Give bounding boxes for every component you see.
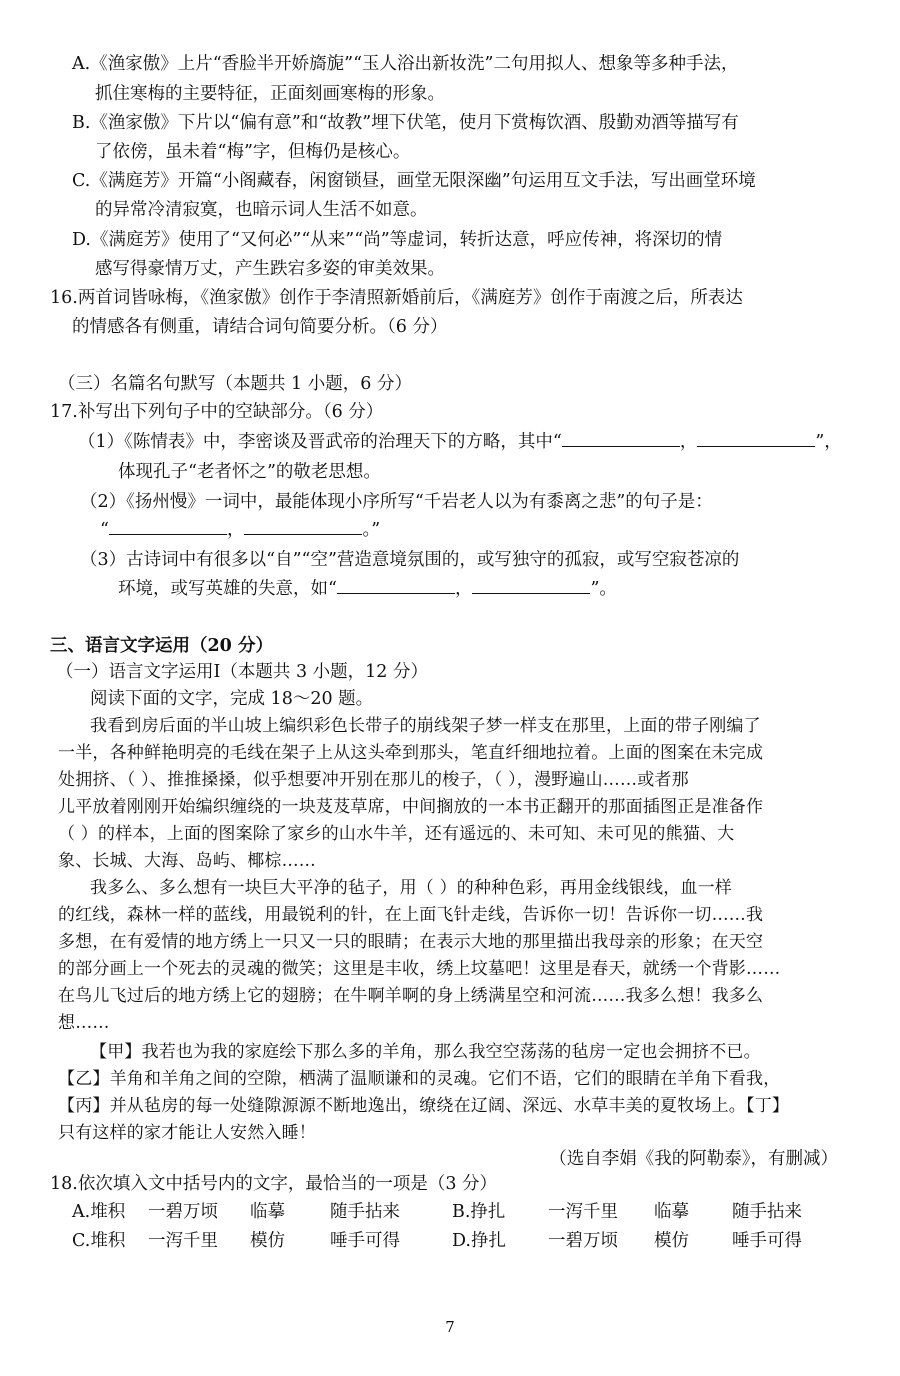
q17-part3-line1: （3）古诗词中有很多以“自”“空”营造意境氛围的，或写独守的孤寂，或写空寂苍凉的: [80, 550, 740, 570]
q15-option-a-line1: A.《渔家傲》上片“香脸半开娇旖旎”“玉人浴出新妆洗”二句用拟人、想象等多种手法，: [72, 54, 739, 74]
passage-p1-line4: 儿平放着刚刚开始编织缠绕的一块芨芨草席，中间搁放的一本书正翻开的那面插图正是准备作: [58, 797, 764, 817]
q16-line1: 16.两首词皆咏梅，《渔家傲》创作于李清照新婚前后，《满庭芳》创作于南渡之后，所表达: [50, 288, 743, 308]
passage-p3-line2: 【乙】羊角和羊角之间的空隙，栖满了温顺谦和的灵魂。它们不语，它们的眼睛在羊角下看我，: [58, 1069, 781, 1089]
q17-p2-open: “: [100, 520, 109, 540]
passage-p1-line3: 处拥挤、（ ）、推推搡搡，似乎想要冲开别在那儿的梭子，（ ），漫野遍山……或者那: [58, 770, 689, 790]
q17-stem: 17.补写出下列句子中的空缺部分。（6 分）: [50, 402, 384, 422]
q17-part1-line1: [78, 430, 842, 454]
q17-p2-close: 。”: [362, 520, 381, 540]
passage-source: （选自李娟《我的阿勒泰》，有删减）: [549, 1149, 838, 1169]
q18-options-row2: [72, 1229, 802, 1253]
q15-option-a-line2: 抓住寒梅的主要特征，正面刻画寒梅的形象。: [95, 84, 445, 104]
q17-p1-text: （1）《陈情表》中，李密谈及晋武帝的治理天下的方略，其中“: [78, 432, 562, 452]
q18-option-d-word4: 唾手可得: [732, 1231, 802, 1251]
passage-p3-line1: 【甲】我若也为我的家庭绘下那么多的羊角，那么我空空荡荡的毡房一定也会拥挤不已。: [90, 1042, 761, 1062]
passage-p2-line2: 的红线，森林一样的蓝线，用最锐利的针，在上面飞针走线，告诉你一切！告诉你一切……我: [58, 905, 764, 925]
q15-option-b-line1: B.《渔家傲》下片以“偏有意”和“故教”埋下伏笔，使月下赏梅饮酒、殷勤劝酒等描写有: [72, 113, 739, 133]
q17-part2-line1: （2）《扬州慢》一词中，最能体现小序所写“千岩老人以为有黍离之悲”的句子是：: [80, 492, 713, 512]
subsection-one-title: （一）语言文字运用Ⅰ（本题共 3 小题，12 分）: [56, 662, 429, 682]
passage-p3-line3: 【丙】并从毡房的每一处缝隙源源不断地逸出，缭绕在辽阔、深远、水草丰美的夏牧场上。【丁】: [58, 1096, 790, 1116]
q17-p3-close: ”。: [590, 579, 617, 599]
q18-option-b-word4: 随手拈来: [732, 1202, 802, 1222]
passage-p2-line1: 我多么、多么想有一块巨大平净的毡子，用（ ）的种种色彩，再用金线银线，血一样: [90, 878, 733, 898]
q17-p1-blank2[interactable]: [697, 430, 815, 447]
q18-stem: 18.依次填入文中括号内的文字，最恰当的一项是（3 分）: [50, 1174, 498, 1194]
q18-option-b-label[interactable]: B.挣扎: [452, 1202, 506, 1222]
passage-p2-line3: 多想，在有爱情的地方绣上一只又一只的眼睛；在表示大地的那里描出我母亲的形象；在天空: [58, 932, 764, 952]
q15-option-c-line1: C.《满庭芳》开篇“小阁藏春，闲窗锁昼，画堂无限深幽”句运用互文手法，写出画堂环境: [72, 171, 756, 191]
q17-p2-blank1[interactable]: [109, 518, 227, 535]
q15-option-b-line2: 了依傍，虽未着“梅”字，但梅仍是核心。: [95, 142, 411, 162]
q17-p3-text: 环境，或写英雄的失意，如“: [118, 579, 337, 599]
page-number: 7: [445, 1318, 455, 1336]
reading-instruction: 阅读下面的文字，完成 18～20 题。: [90, 689, 374, 709]
passage-p1-line1: 我看到房后面的半山坡上编织彩色长带子的崩线架子梦一样支在那里，上面的带子刚编了: [90, 716, 761, 736]
q18-option-b-word2: 一泻千里: [548, 1202, 618, 1222]
q18-option-b-word3: 临摹: [654, 1202, 689, 1222]
q18-option-c-word4: 唾手可得: [330, 1231, 400, 1251]
q18-option-a-word3: 临摹: [250, 1202, 285, 1222]
q17-part1-line2: 体现孔子“老者怀之”的敬老思想。: [118, 462, 381, 482]
passage-p2-line5: 在鸟儿飞过后的地方绣上它的翅膀；在牛啊羊啊的身上绣满星空和河流……我多么想！我多么: [58, 986, 764, 1006]
q15-option-d-line2: 感写得豪情万丈，产生跌宕多姿的审美效果。: [95, 259, 445, 279]
q18-option-a-label[interactable]: A.堆积: [72, 1202, 126, 1222]
q18-option-d-label[interactable]: D.挣扎: [452, 1231, 506, 1251]
q18-option-c-word3: 模仿: [250, 1231, 285, 1251]
section-three-title: （三）名篇名句默写（本题共 1 小题，6 分）: [58, 374, 412, 394]
q17-p1-comma: ，: [679, 432, 698, 452]
q18-options-row1: [72, 1200, 802, 1224]
q17-p2-comma: ，: [226, 520, 245, 540]
q18-option-d-word2: 一碧万顷: [548, 1231, 618, 1251]
q15-option-d-line1: D.《满庭芳》使用了“又何必”“从来”“尚”等虚词，转折达意，呼应传神，将深切的情: [72, 230, 723, 250]
passage-p3-line4: 只有这样的家才能让人安然入睡！: [58, 1123, 316, 1143]
q18-option-a-word2: 一碧万顷: [148, 1202, 218, 1222]
q15-option-c-line2: 的异常冷清寂寞，也暗示词人生活不如意。: [95, 200, 428, 220]
q18-option-c-label[interactable]: C.堆积: [72, 1231, 126, 1251]
q17-part3-line2: [118, 577, 617, 601]
passage-p1-line6: 象、长城、大海、岛屿、椰棕……: [58, 851, 316, 871]
q17-p1-blank1[interactable]: [562, 430, 680, 447]
q17-p3-blank1[interactable]: [337, 577, 455, 594]
q17-p2-blank2[interactable]: [244, 518, 362, 535]
q17-p3-blank2[interactable]: [472, 577, 590, 594]
q18-option-a-word4: 随手拈来: [330, 1202, 400, 1222]
q16-line2: 的情感各有侧重，请结合词句简要分析。（6 分）: [72, 317, 448, 337]
passage-p1-line2: 一半，各种鲜艳明亮的毛线在架子上从这头牵到那头，笔直纤细地拉着。上面的图案在未完成: [58, 743, 764, 763]
passage-p1-line5: （ ）的样本，上面的图案除了家乡的山水牛羊，还有遥远的、未可知、未可见的熊猫、大: [58, 824, 735, 844]
q18-option-d-word3: 模仿: [654, 1231, 689, 1251]
q17-p1-close: ”，: [815, 432, 842, 452]
passage-p2-line4: 的部分画上一个死去的灵魂的微笑；这里是丰收，绣上坟墓吧！这里是春天，就绣一个背影……: [58, 959, 781, 979]
passage-p2-line6: 想……: [58, 1013, 110, 1033]
q17-p3-comma: ，: [454, 579, 473, 599]
part-three-title: 三、语言文字运用（20 分）: [50, 636, 273, 656]
q17-part2-line2: [100, 518, 380, 542]
q18-option-c-word2: 一泻千里: [148, 1231, 218, 1251]
